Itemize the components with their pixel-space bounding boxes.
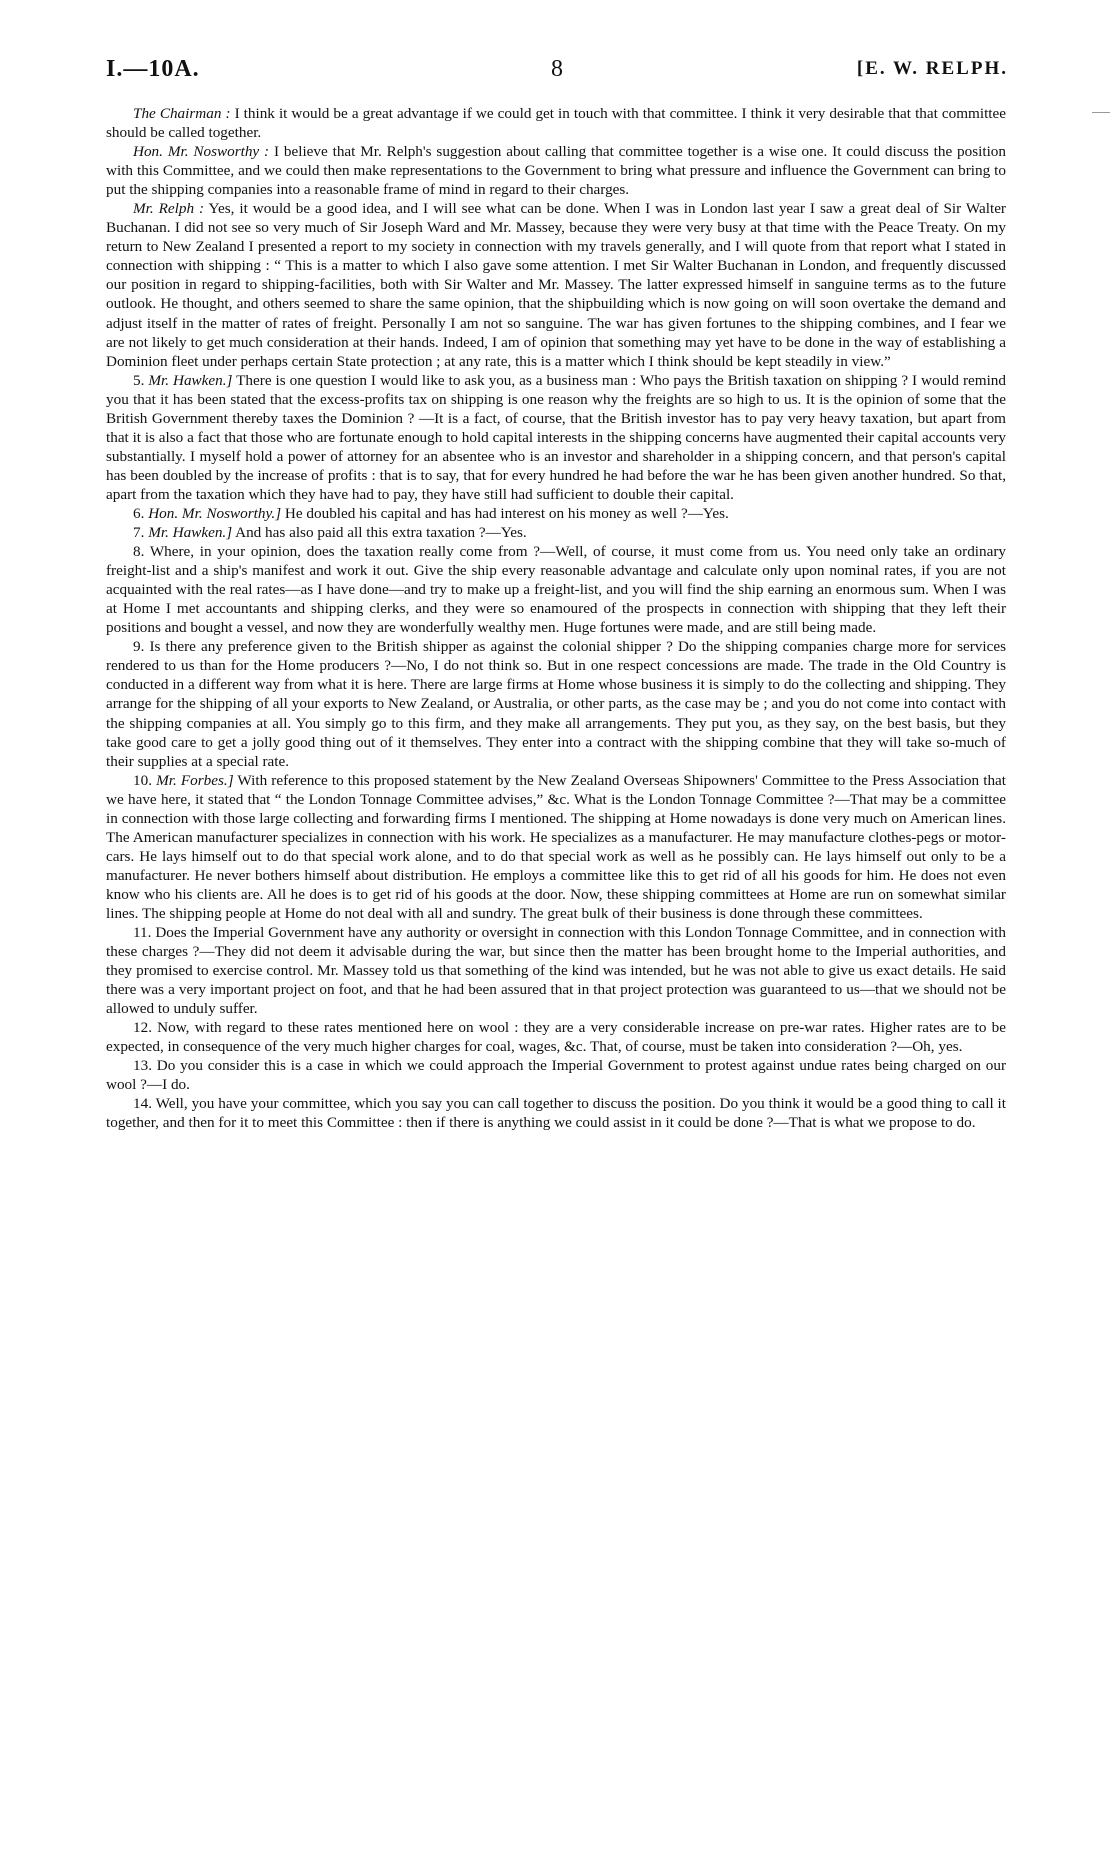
- question-14: [106, 1094, 1006, 1132]
- paragraph-text: He doubled his capital and has had interest on his money as well ?—Yes.: [281, 504, 729, 522]
- speaker-label: The Chairman :: [133, 105, 231, 122]
- question-number: 13.: [133, 1057, 152, 1075]
- paragraph-text: Now, with regard to these rates mentioned here on wool : they are a very considerable increase on pre-war rates. Higher rates are to be expected, in consequence of the very much higher charges for coal, wages, &c. That, of course, must be taken into consideration ?—Oh, yes.: [106, 1019, 1006, 1056]
- paragraph-relph: [106, 199, 1006, 370]
- page-number: 8: [551, 56, 563, 82]
- document-body: [106, 104, 1006, 1133]
- question-number: 14.: [133, 1095, 152, 1113]
- paragraph-nosworthy: [106, 142, 1006, 199]
- parliamentary-paper-ref: I.—10A.: [106, 56, 200, 82]
- paragraph-text: Does the Imperial Government have any authority or oversight in connection with this London Tonnage Committee, and in connection with these charges ?—They did not deem it advisable during the war, but since then the matter has been brought home to the Imperial authorities, and they promised to exercise control. Mr. Massey told us that something of the kind was intended, but he was not able to give us exact details. He said there was a very important project on foot, and that he had been assured that in that project protection was guaranteed to us—that we should not be allowed to unduly suffer.: [106, 924, 1006, 1018]
- question-number: 11.: [133, 924, 152, 942]
- question-number: 12.: [133, 1019, 152, 1037]
- questioner-label: Mr. Hawken.]: [148, 524, 233, 542]
- questioner-label: Hon. Mr. Nosworthy.]: [148, 504, 282, 522]
- paragraph-text: There is one question I would like to ask you, as a business man : Who pays the British taxation on shipping ? I would remind you that it has been stated that the excess-profits tax on shipping is one reason why the freights are so high to us. It is the opinion of some that the British Government thereby taxes the Dominion ? —It is a fact, of course, that the British investor has to pay very heavy taxation, but apart from that it is also a fact that those who are fortunate enough to hold capital interests in the shipping concerns have augmented their capital accounts very substantially. I myself hold a power of attorney for an absentee who is an investor and shareholder in a shipping concern, and that person's capital has been doubled by the increase of profits : that is to say, that for every hundred he had before the war he has been given another hundred. So that, apart from the taxation which they have had to pay, they have still had sufficient to double their capital.: [106, 371, 1006, 503]
- question-11: [106, 923, 1006, 1018]
- question-7: [106, 523, 1006, 542]
- question-8: [106, 542, 1006, 637]
- paragraph-text: And has also paid all this extra taxation ?—Yes.: [232, 524, 527, 542]
- paragraph-text: Do you consider this is a case in which we could approach the Imperial Government to protest against undue rates being charged on our wool ?—I do.: [106, 1057, 1006, 1094]
- paragraph-text: Is there any preference given to the British shipper as against the colonial shipper ? Do the shipping companies charge more for services rendered to us than for the Home producers ?—No, I do not think so. But in one respect concessions are made. The trade in the Old Country is conducted in a different way from what it is here. There are large firms at Home whose business it is simply to do the collecting and shipping. They arrange for the shipping of all your exports to New Zealand, or Australia, or other parts, as the case may be ; and you do not come into contact with the shipping companies at all. You simply go to this firm, and they make all arrangements. They put you, as they say, on the best basis, but they take good care to get a jolly good thing out of it themselves. They enter into a contract with the shipping combine that they will take so-much of their supplies at a special rate.: [106, 638, 1007, 770]
- paragraph-chairman: [106, 104, 1006, 142]
- margin-rule: [1092, 112, 1110, 113]
- question-number: 5.: [133, 371, 145, 389]
- question-12: [106, 1018, 1006, 1056]
- speaker-label: Hon. Mr. Nosworthy :: [133, 143, 270, 161]
- paragraph-text: I believe that Mr. Relph's suggestion about calling that committee together is a wise one. It could discuss the position with this Committee, and we could then make representations to the Government to bring what pressure and influence the Government can bring to put the shipping companies into a reasonable frame of mind in regard to their charges.: [106, 143, 1006, 199]
- question-9: [106, 637, 1006, 770]
- question-13: [106, 1056, 1006, 1094]
- questioner-label: Mr. Hawken.]: [148, 371, 233, 389]
- question-number: 9.: [133, 638, 145, 656]
- question-number: 10.: [133, 771, 152, 789]
- question-number: 8.: [133, 543, 145, 561]
- speaker-label: Mr. Relph :: [133, 200, 205, 218]
- paragraph-text: Yes, it would be a good idea, and I will see what can be done. When I was in London last year I saw a great deal of Sir Walter Buchanan. I did not see so very much of Sir Joseph Ward and Mr. Massey, because they were very busy at that time with the Peace Treaty. On my return to New Zealand I presented a report to my society in connection with my travels generally, and I will quote from that report what I stated in connection with shipping : “ This is a matter to which I also gave some attention. I met Sir Walter Buchanan in London, and frequently discussed our position in regard to shipping-facilities, both with Sir Walter and Mr. Massey. The latter expressed himself in sanguine terms as to the future outlook. He thought, and others seemed to share the same opinion, that the shipbuilding which is now going on will soon overtake the demand and adjust itself in the matter of rates of freight. Personally I am not so sanguine. The war has given fortunes to the shipping combines, and I fear we are not likely to get much consideration at their hands. Indeed, I am of opinion that something may yet have to be done in the way of establishing a Dominion fleet under perhaps certain State protection ; at any rate, this is a matter which I think should be kept steadily in view.”: [106, 200, 1006, 370]
- question-5: [106, 371, 1006, 504]
- paragraph-text: Well, you have your committee, which you say you can call together to discuss the position. Do you think it would be a good thing to call it together, and then for it to meet this Committee : then if there is anything we could assist in it could be done ?—That is what we propose to do.: [106, 1095, 1006, 1132]
- questioner-label: Mr. Forbes.]: [156, 771, 234, 789]
- page-header: [106, 56, 1008, 96]
- witness-name: [E. W. RELPH.: [856, 58, 1008, 79]
- paragraph-text: I think it would be a great advantage if we could get in touch with that committee. I think it very desirable that that committee should be called together.: [106, 105, 1006, 142]
- question-number: 6.: [133, 504, 145, 522]
- paragraph-text: With reference to this proposed statement by the New Zealand Overseas Shipowners' Committee to the Press Association that we have here, it stated that “ the London Tonnage Committee advises,” &c. What is the London Tonnage Committee ?—That may be a committee in connection with those large collecting and forwarding firms I mentioned. The shipping at Home nowadays is done very much on American lines. The American manufacturer specializes in connection with his work. He specializes as a manufacturer. He may manufacture clothes-pegs or motor-cars. He lays himself out to do that special work alone, and to do that special work as well as he possibly can. He lays himself out only to be a manufacturer. He never bothers himself about distribution. He employs a committee like this to get rid of all his goods for him. He does not even know who his clients are. All he does is to get rid of his goods at the door. Now, these shipping committees at Home are run on somewhat similar lines. The shipping people at Home do not deal with all and sundry. The great bulk of their business is done through these committees.: [106, 771, 1006, 922]
- question-number: 7.: [133, 524, 145, 542]
- paragraph-text: Where, in your opinion, does the taxation really come from ?—Well, of course, it must come from us. You need only take an ordinary freight-list and a ship's manifest and work it out. Give the ship every reasonable advantage and calculate only upon nominal rates, if you are not acquainted with the real rates—as I have done—and try to make up a freight-list, and you will find the ship earning an enormous sum. When I was at Home I met accountants and shipping clerks, and they were so enamoured of the prospects in connection with shipping that they left their positions and bought a vessel, and now they are wonderfully wealthy men. Huge fortunes were made, and are still being made.: [106, 543, 1006, 637]
- question-6: [106, 504, 1006, 523]
- question-10: [106, 771, 1006, 923]
